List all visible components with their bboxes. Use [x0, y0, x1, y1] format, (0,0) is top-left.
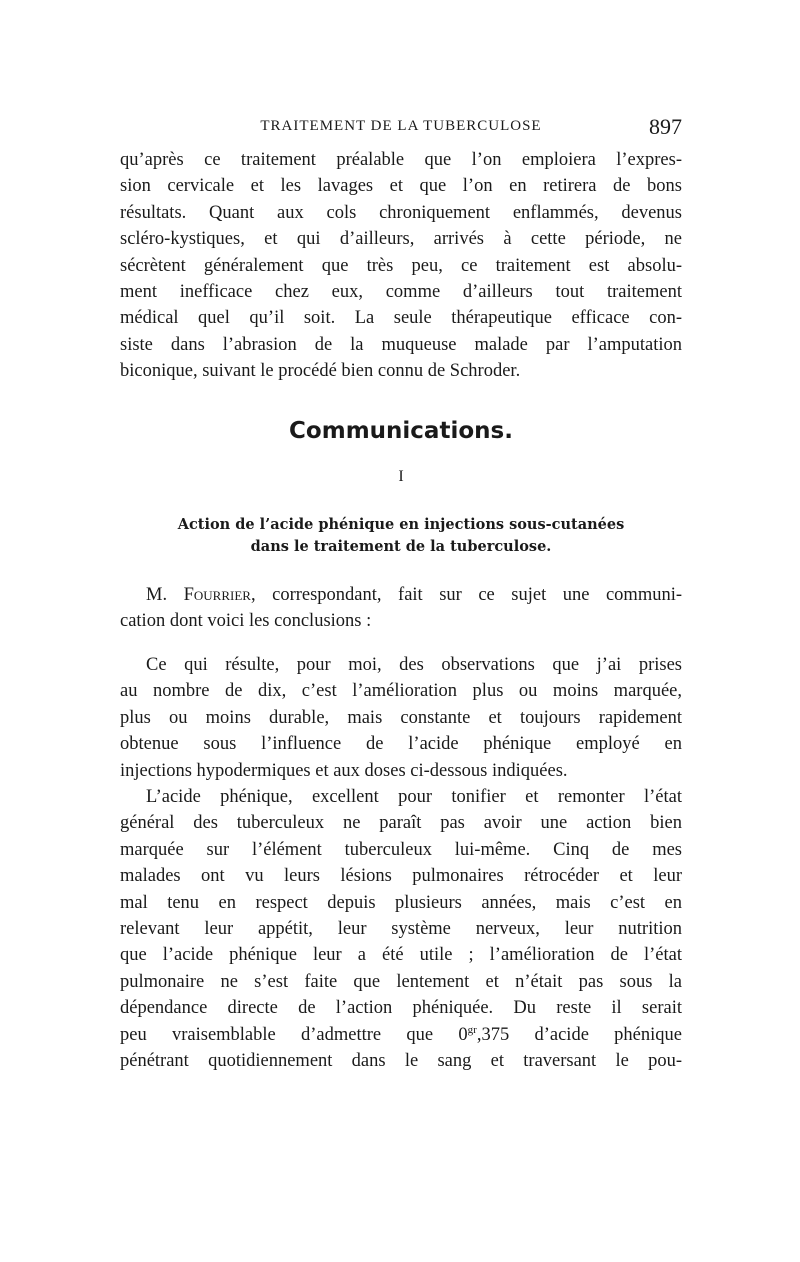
text-line: dépendance directe de l’action phéniquée. Du reste il serait	[120, 998, 682, 1019]
section-title: Communications.	[289, 418, 513, 444]
text-line: obtenue sous l’influence de l’acide phénique employé en	[120, 734, 682, 755]
text-segment: ,375 d’acide phénique	[476, 1024, 682, 1045]
section-number: I	[398, 468, 404, 485]
text-line: biconique, suivant le procédé bien connu de Schroder.	[120, 361, 521, 382]
running-title: TRAITEMENT DE LA TUBERCULOSE	[260, 118, 542, 134]
text-line: relevant leur appétit, leur système nerveux, leur nutrition	[120, 918, 682, 939]
page-number: 897	[649, 114, 682, 139]
paragraph-1	[120, 652, 682, 784]
text-line: plus ou moins durable, mais constante et toujours rapidement	[120, 707, 682, 728]
text-line: au nombre de dix, c’est l’amélioration plus ou moins marquée,	[120, 681, 682, 702]
text-line: siste dans l’abrasion de la muqueuse malade par l’amputation	[120, 334, 682, 355]
text-line	[120, 1022, 682, 1048]
running-head	[120, 114, 682, 140]
text-line: ment inefficace chez eux, comme d’ailleurs tout traitement	[120, 281, 682, 302]
text-line: général des tuberculeux ne paraît pas avoir une action bien	[120, 813, 682, 834]
text-line: scléro-kystiques, et qui d’ailleurs, arrivés à cette période, ne	[120, 229, 682, 250]
paragraph-2	[120, 784, 682, 1074]
author-name: Fourrier	[183, 585, 251, 605]
text-line: mal tenu en respect depuis plusieurs années, mais c’est en	[120, 892, 682, 913]
text-line: médical quel qu’il soit. La seule thérapeutique efficace con-	[120, 308, 682, 329]
communication-intro	[120, 582, 682, 635]
text-line: sécrètent généralement que très peu, ce traitement est absolu-	[120, 255, 682, 276]
dose-unit: gr	[467, 1023, 477, 1036]
text-segment: peu vraisemblable d’admettre que 0	[120, 1024, 468, 1045]
text-line: injections hypodermiques et aux doses ci-dessous indiquées.	[120, 760, 568, 781]
article-title-line: dans le traitement de la tuberculose.	[250, 538, 552, 555]
text-line: malades ont vu leurs lésions pulmonaires rétrocéder et leur	[120, 866, 682, 887]
text-line: marquée sur l’élément tuberculeux lui-même. Cinq de mes	[120, 839, 682, 860]
text-line: L’acide phénique, excellent pour tonifier et remonter l’état	[146, 787, 682, 807]
text-line	[120, 582, 682, 608]
text-line: que l’acide phénique leur a été utile ; l’amélioration de l’état	[120, 945, 682, 966]
text-line: cation dont voici les conclusions :	[120, 611, 372, 632]
text-line: pulmonaire ne s’est faite que lentement et n’était pas sous la	[120, 971, 682, 992]
text-line: qu’après ce traitement préalable que l’on emploiera l’expres-	[120, 150, 682, 170]
text-segment: , correspondant, fait sur ce sujet une communi-	[250, 585, 683, 605]
text-line: résultats. Quant aux cols chroniquement enflammés, devenus	[120, 202, 682, 223]
text-line: pénétrant quotidiennement dans le sang et traversant le pou-	[120, 1050, 682, 1071]
text-line: Ce qui résulte, pour moi, des observations que j’ai prises	[146, 655, 682, 675]
article-title	[120, 514, 682, 558]
article-title-line: Action de l’acide phénique en injections sous-cutanées	[177, 516, 625, 533]
intro-paragraph	[120, 147, 682, 385]
text-line: sion cervicale et les lavages et que l’on en retirera de bons	[120, 176, 682, 197]
monsieur: M.	[146, 585, 168, 605]
